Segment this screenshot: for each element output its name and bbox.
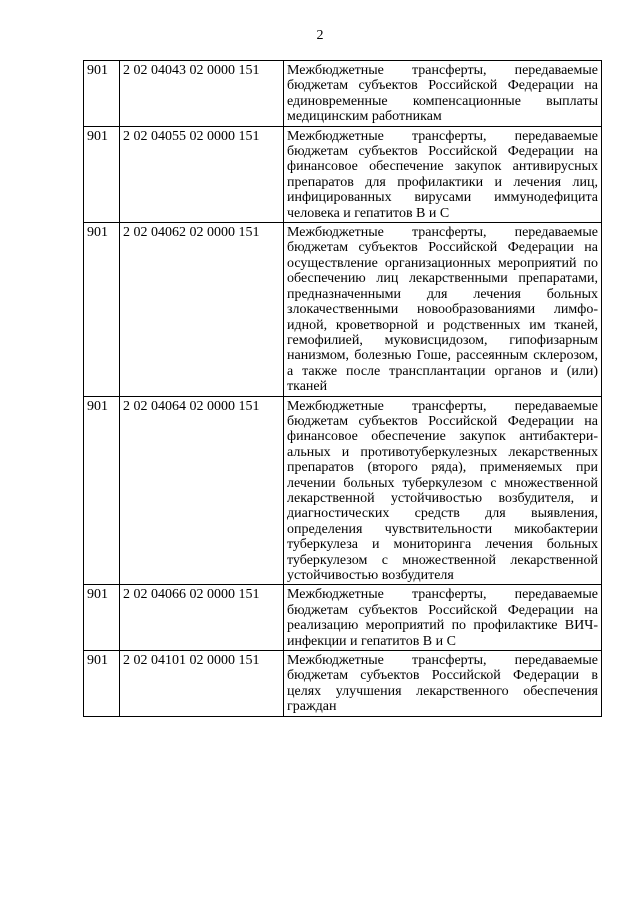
- revenue-name-cell: Межбюджетные трансферты, передаваемые бюджетам субъектов Российской Федерации на реализацию мероприятий по профилактике ВИЧ-инфекции и гепатитов В и С: [284, 585, 602, 651]
- table-row: [84, 126, 602, 222]
- table-row: [84, 585, 602, 651]
- budget-code-cell: 2 02 04101 02 0000 151: [120, 651, 284, 717]
- administrator-code-cell: 901: [84, 223, 120, 396]
- budget-code-cell: 2 02 04055 02 0000 151: [120, 126, 284, 222]
- budget-code-cell: 2 02 04043 02 0000 151: [120, 61, 284, 127]
- budget-code-cell: 2 02 04064 02 0000 151: [120, 396, 284, 585]
- budget-classification-table: [83, 60, 602, 717]
- table-row: [84, 396, 602, 585]
- administrator-code-cell: 901: [84, 126, 120, 222]
- revenue-name-cell: Межбюджетные трансферты, передаваемые бюджетам субъектов Российской Федерации на осуществление организационных мероприятий по обеспечению лиц лекарственными препаратами, предназначенными для лечения больных злокачественными новообразованиями лимфоидной, кроветворной и родственных им тканей, гемофилией, муковисцидозом, гипофизарным нанизмом, болезнью Гоше, рассеянным склерозом, а также после трансплантации органов и (или) тканей: [284, 223, 602, 396]
- table-row: [84, 651, 602, 717]
- revenue-name-cell: Межбюджетные трансферты, передаваемые бюджетам субъектов Российской Федерации на финансовое обеспечение закупок антивирусных препаратов для профилактики и лечения лиц, инфицированных вирусами иммунодефицита человека и гепатитов В и С: [284, 126, 602, 222]
- budget-code-cell: 2 02 04062 02 0000 151: [120, 223, 284, 396]
- revenue-name-cell: Межбюджетные трансферты, передаваемые бюджетам субъектов Российской Федерации на единовременные компенсационные выплаты медицинским работникам: [284, 61, 602, 127]
- administrator-code-cell: 901: [84, 61, 120, 127]
- page-number: 2: [316, 28, 324, 43]
- administrator-code-cell: 901: [84, 651, 120, 717]
- administrator-code-cell: 901: [84, 396, 120, 585]
- budget-code-cell: 2 02 04066 02 0000 151: [120, 585, 284, 651]
- revenue-name-cell: Межбюджетные трансферты, передаваемые бюджетам субъектов Российской Федерации на финансовое обеспечение закупок антибактериальных и противотуберкулезных лекарственных препаратов (второго ряда), применяемых при лечении больных туберкулезом с множественной лекарственной устойчивостью возбудителя, и диагностических средств для выявления, определения чувствительности микобактерии туберкулеза и мониторинга лечения больных туберкулезом с множественной лекарственной устойчивостью возбудителя: [284, 396, 602, 585]
- administrator-code-cell: 901: [84, 585, 120, 651]
- revenue-name-cell: Межбюджетные трансферты, передаваемые бюджетам субъектов Российской Федерации в целях улучшения лекарственного обеспечения граждан: [284, 651, 602, 717]
- table-row: [84, 223, 602, 396]
- table-row: [84, 61, 602, 127]
